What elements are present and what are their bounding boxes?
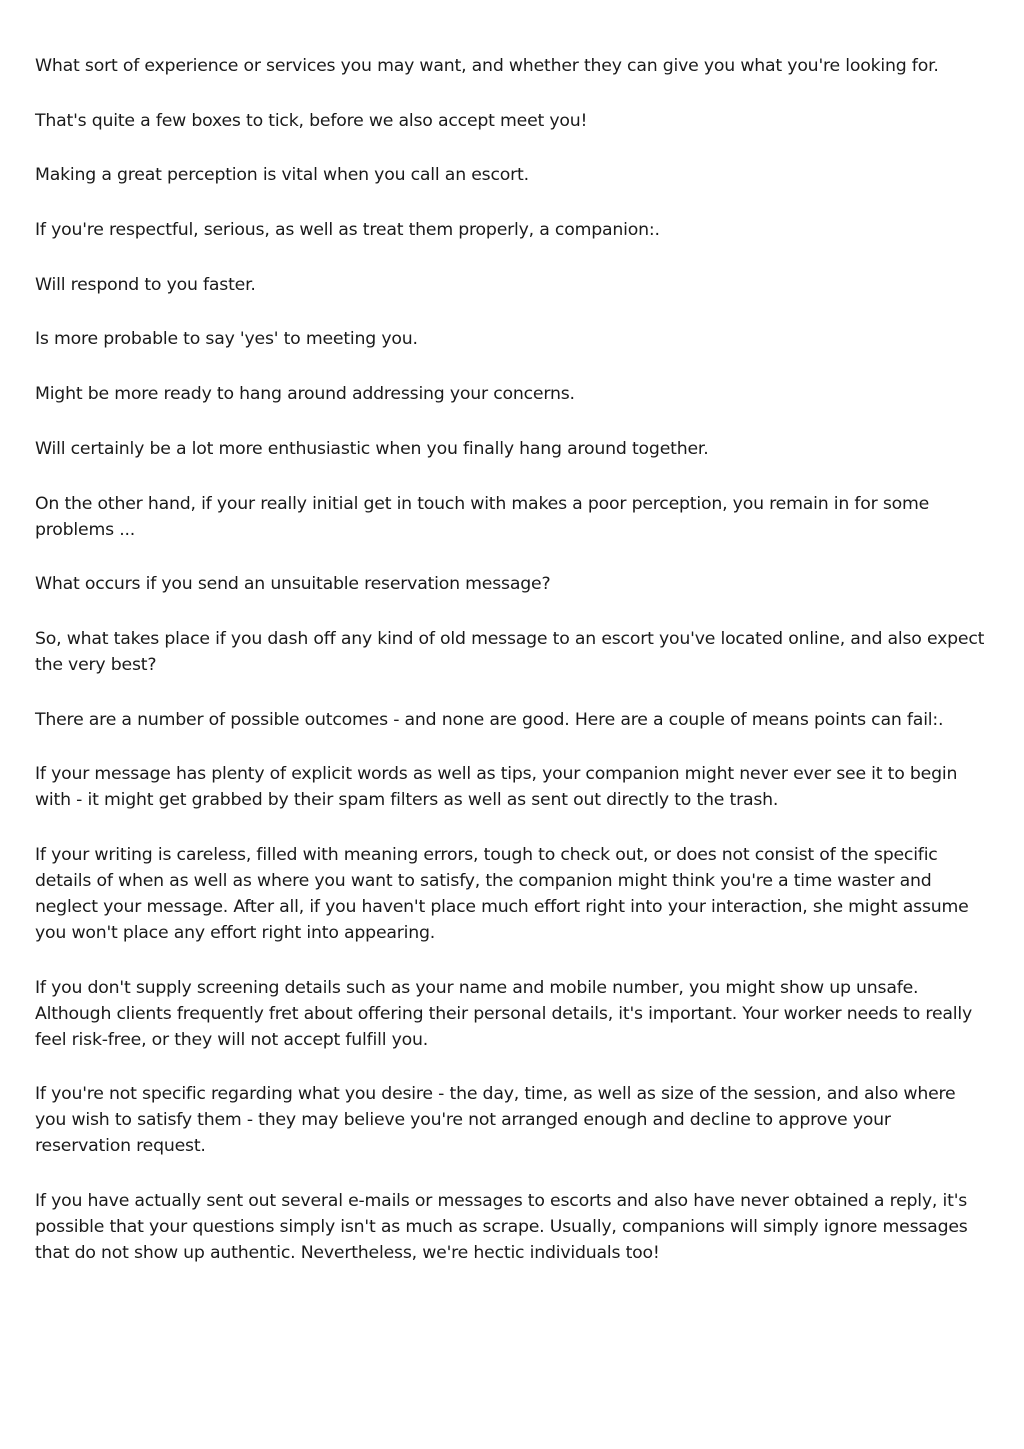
paragraph: So, what takes place if you dash off any kind of old message to an escort you've located online, and also expect the very best? — [35, 628, 985, 675]
paragraph: Is more probable to say 'yes' to meeting you. — [35, 329, 418, 350]
paragraph: There are a number of possible outcomes - and none are good. Here are a couple of means points can fail:. — [35, 709, 944, 730]
paragraph: If you're not specific regarding what you desire - the day, time, as well as size of the session, and also where you wish to satisfy them - they may believe you're not arranged enough and decline to approve your reservation request. — [35, 1084, 956, 1157]
paragraph: Might be more ready to hang around addressing your concerns. — [35, 384, 575, 405]
paragraph: Making a great perception is vital when you call an escort. — [35, 165, 529, 186]
paragraph: If you have actually sent out several e-mails or messages to escorts and also have never obtained a reply, it's possible that your questions simply isn't as much as scrape. Usually, companions will simply ignore messages that do not show up authentic. Nevertheless, we're hectic individuals too! — [35, 1191, 968, 1263]
paragraph: Will respond to you faster. — [35, 274, 256, 295]
paragraph: What occurs if you send an unsuitable reservation message? — [35, 574, 551, 595]
paragraph: Will certainly be a lot more enthusiastic when you finally hang around together. — [35, 438, 709, 459]
paragraph: If you're respectful, serious, as well as treat them properly, a companion:. — [35, 220, 660, 241]
paragraph: If you don't supply screening details such as your name and mobile number, you might show up unsafe. Although clients frequently fret about offering their personal details, it's important. Your worker needs to really feel risk-free, or they will not accept fulfill you. — [35, 977, 973, 1050]
paragraph: If your message has plenty of explicit words as well as tips, your companion might never ever see it to begin with - it might get grabbed by their spam filters as well as sent out directly to the trash. — [35, 764, 958, 811]
paragraph: That's quite a few boxes to tick, before we also accept meet you! — [35, 110, 588, 131]
paragraph: On the other hand, if your really initial get in touch with makes a poor perception, you remain in for some problems ... — [35, 493, 930, 540]
document-body — [35, 53, 990, 1295]
paragraph: If your writing is careless, filled with meaning errors, tough to check out, or does not consist of the specific details of when as well as where you want to satisfy, the companion might think you're a time waster and neglect your message. After all, if you haven't place much effort right into your interaction, she might assume you won't place any effort right into appearing. — [35, 844, 969, 943]
paragraph: What sort of experience or services you may want, and whether they can give you what you're looking for. — [35, 56, 939, 76]
